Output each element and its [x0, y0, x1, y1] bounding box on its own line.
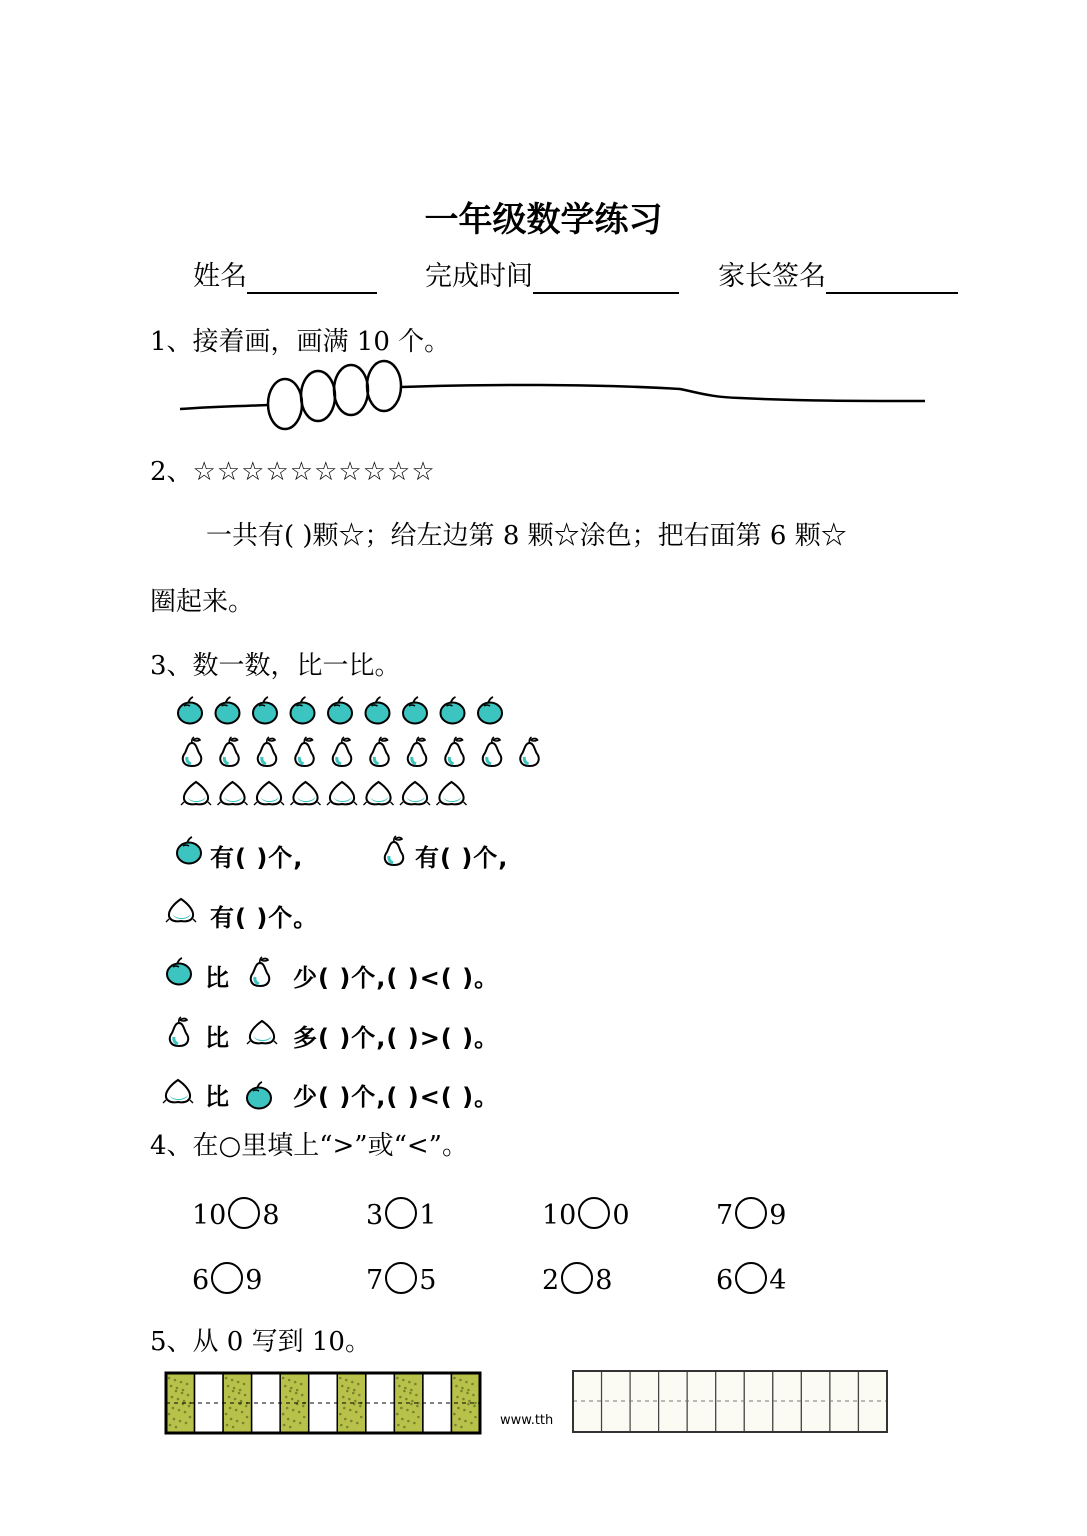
question-2-number: 2、: [150, 457, 193, 487]
pear-item: [258, 737, 276, 766]
answer-circle[interactable]: [228, 1197, 260, 1229]
compare-item: [716, 1265, 786, 1298]
apple-item: [253, 697, 277, 724]
page-title: 一年级数学练习: [424, 200, 663, 240]
answer-circle[interactable]: [735, 1197, 767, 1229]
peach-icon: [246, 1015, 280, 1047]
bead-4: [367, 361, 401, 411]
star-row[interactable]: ☆☆☆☆☆☆☆☆☆☆: [192, 457, 436, 487]
compare-1-blanks[interactable]: 少( )个,( )<( )。: [293, 964, 500, 992]
apple-item: [403, 697, 427, 724]
peach-item: [327, 782, 357, 805]
question-2-header: [150, 456, 436, 488]
question-3-text: 3、数一数，比一比。: [150, 651, 401, 681]
pear-item: [220, 737, 238, 766]
answer-circle[interactable]: [578, 1197, 610, 1229]
apple-icon: [175, 835, 205, 865]
time-label: 完成时间: [425, 261, 533, 292]
left-number: 7: [366, 1265, 384, 1296]
compare-item: [542, 1200, 630, 1233]
right-number: 9: [245, 1265, 263, 1296]
compare-1-bi: 比: [205, 964, 230, 992]
apple-count-blank[interactable]: 有( )个,: [210, 844, 304, 872]
question-2-line2: 圈起来。: [150, 587, 255, 617]
pear-item: [483, 737, 501, 766]
compare-3-blanks[interactable]: 少( )个,( )<( )。: [293, 1083, 500, 1111]
peach-item: [437, 782, 467, 805]
answer-circle[interactable]: [735, 1262, 767, 1294]
pear-item: [295, 737, 313, 766]
peach-icon: [162, 1075, 196, 1107]
question-4-text: 4、在○里填上“>”或“<”。: [150, 1131, 468, 1161]
left-number: 6: [716, 1265, 734, 1296]
fruit-rows: [0, 690, 600, 810]
peach-item: [218, 782, 248, 805]
name-label: 姓名: [193, 261, 247, 292]
pear-item: [333, 737, 351, 766]
left-number: 6: [192, 1265, 210, 1296]
writing-grid-left[interactable]: [165, 1372, 480, 1434]
apple-item: [478, 697, 502, 724]
right-number: 4: [769, 1265, 787, 1296]
answer-circle[interactable]: [385, 1262, 417, 1294]
apple-item: [291, 697, 315, 724]
compare-3-bi: 比: [205, 1083, 230, 1111]
peach-item: [364, 782, 394, 805]
pear-item: [183, 737, 201, 766]
pear-item: [408, 737, 426, 766]
peach-count-blank[interactable]: 有( )个。: [210, 904, 319, 932]
bead-1: [268, 379, 302, 429]
question-1-text: 1、接着画，画满 10 个。: [150, 327, 451, 357]
compare-item: [542, 1265, 612, 1298]
compare-2-bi: 比: [205, 1024, 230, 1052]
pear-icon: [246, 952, 276, 988]
bead-2: [301, 371, 335, 421]
parent-label: 家长签名: [718, 261, 826, 292]
peach-item: [254, 782, 284, 805]
apple-icon: [244, 1078, 276, 1110]
answer-circle[interactable]: [211, 1262, 243, 1294]
compare-2-blanks[interactable]: 多( )个,( )>( )。: [293, 1024, 500, 1052]
left-number: 7: [716, 1200, 734, 1231]
pear-count-blank[interactable]: 有( )个,: [415, 844, 509, 872]
pear-icon: [380, 833, 410, 867]
peach-item: [400, 782, 430, 805]
left-number: 3: [366, 1200, 384, 1231]
peach-icon: [165, 895, 199, 925]
question-2-line1: 一共有( )颗☆；给左边第 8 颗☆涂色；把右面第 6 颗☆: [206, 521, 847, 551]
pear-item: [445, 737, 463, 766]
compare-item: [366, 1200, 436, 1233]
apple-item: [441, 697, 465, 724]
right-number: 5: [419, 1265, 437, 1296]
pear-icon: [165, 1012, 195, 1048]
peach-item: [291, 782, 321, 805]
answer-circle[interactable]: [385, 1197, 417, 1229]
bead-string-drawing[interactable]: [0, 0, 1087, 450]
apple-item: [178, 697, 202, 724]
compare-item: [192, 1265, 262, 1298]
right-number: 8: [262, 1200, 280, 1231]
question-5-text: 5、从 0 写到 10。: [150, 1327, 371, 1357]
right-number: 1: [419, 1200, 437, 1231]
watermark-text: www.tth: [500, 1413, 554, 1428]
left-number: 2: [542, 1265, 560, 1296]
pear-item: [370, 737, 388, 766]
apple-item: [216, 697, 240, 724]
answer-circle[interactable]: [561, 1262, 593, 1294]
apple-item: [366, 697, 390, 724]
apple-icon: [165, 955, 195, 985]
compare-item: [192, 1200, 280, 1233]
left-number: 10: [542, 1200, 577, 1231]
peach-item: [181, 782, 211, 805]
pear-item: [520, 737, 538, 766]
left-number: 10: [192, 1200, 227, 1231]
compare-item: [716, 1200, 786, 1233]
compare-item: [366, 1265, 436, 1298]
right-number: 9: [769, 1200, 787, 1231]
right-number: 0: [612, 1200, 630, 1231]
right-number: 8: [595, 1265, 613, 1296]
bead-3: [334, 365, 368, 415]
apple-item: [328, 697, 352, 724]
writing-grid-right[interactable]: [572, 1370, 888, 1433]
